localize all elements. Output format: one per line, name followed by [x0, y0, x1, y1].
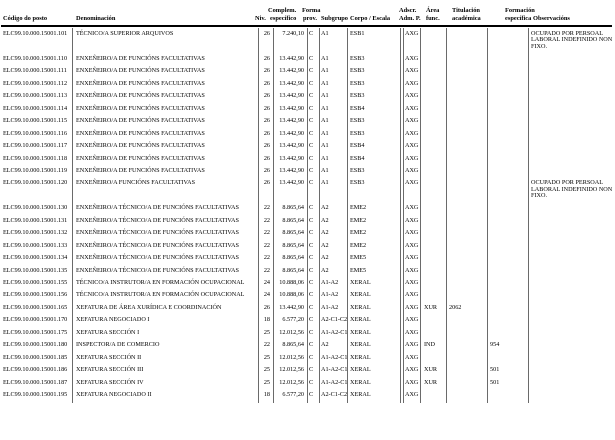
cell-subgrupo: A2: [321, 216, 329, 224]
cell-corpo: ESB3: [350, 92, 365, 100]
cell-denominacion: XEFATURA SECCIÓN IV: [76, 378, 144, 386]
cell-forma: C: [309, 291, 314, 299]
cell-adscr: AXG: [405, 30, 419, 37]
cell-complem: 12.012,56: [279, 328, 304, 336]
cell-niv: 22: [263, 204, 270, 212]
cell-codigo: ELC99.10.000.15001.114: [3, 104, 68, 112]
cell-niv: 26: [263, 179, 270, 187]
cell-subgrupo: A1: [321, 79, 329, 87]
cell-niv: 25: [263, 353, 270, 361]
cell-corpo: ESB3: [350, 54, 365, 62]
col-header-adscr-line2: Adm. P.: [399, 15, 421, 22]
cell-adscr: AXG: [405, 391, 419, 399]
col-header-complem-line2: específico: [270, 15, 297, 22]
table-row: [0, 118, 615, 130]
table-row: [0, 230, 615, 242]
cell-denominacion: ENXEÑEIRO/A DE FUNCIÓNS FACULTATIVAS: [76, 67, 205, 75]
cell-subgrupo: A1: [321, 166, 329, 174]
cell-subgrupo: A1: [321, 92, 329, 100]
cell-niv: 26: [263, 54, 270, 62]
cell-niv: 26: [263, 142, 270, 150]
cell-niv: 26: [263, 92, 270, 100]
col-header-observacions: Observacións: [533, 15, 570, 22]
cell-niv: 26: [263, 79, 270, 87]
cell-forma: C: [309, 104, 314, 112]
cell-niv: 22: [263, 266, 270, 274]
cell-forma: C: [309, 204, 314, 212]
cell-subgrupo: A1-A2-C1: [321, 328, 348, 336]
cell-subgrupo: A1: [321, 179, 329, 187]
cell-denominacion: XEFATURA DE ÁREA XURÍDICA E COORDINACIÓN: [76, 303, 222, 311]
cell-niv: 22: [263, 254, 270, 262]
cell-complem: 13.442,90: [279, 79, 304, 87]
cell-adscr: AXG: [405, 353, 419, 361]
cell-complem: 8.865,64: [282, 229, 304, 237]
cell-forma: C: [309, 378, 314, 386]
cell-area: IND: [424, 341, 435, 349]
cell-denominacion: TÉCNICO/A INSTRUTOR/A EN FORMACIÓN OCUPACIONAL: [76, 279, 245, 286]
cell-subgrupo: A1-A2: [321, 303, 339, 311]
cell-complem: 13.442,90: [279, 92, 304, 100]
cell-adscr: AXG: [405, 241, 419, 249]
cell-forma: C: [309, 92, 314, 100]
table-row: [0, 131, 615, 143]
cell-formacion: 501: [490, 378, 500, 386]
cell-adscr: AXG: [405, 291, 419, 299]
cell-forma: C: [309, 241, 314, 249]
cell-complem: 10.888,06: [279, 279, 304, 286]
col-header-codigo: Código do posto: [3, 15, 48, 22]
cell-codigo: ELC99.10.000.15001.110: [3, 54, 68, 62]
table-row: [0, 330, 615, 342]
cell-denominacion: INSPECTOR/A DE COMERCIO: [76, 341, 160, 349]
cell-codigo: ELC99.10.000.15001.134: [3, 254, 68, 262]
cell-forma: C: [309, 353, 314, 361]
cell-codigo: ELC99.10.000.15001.118: [3, 154, 68, 162]
cell-niv: 26: [263, 67, 270, 75]
cell-complem: 6.577,20: [282, 391, 304, 399]
cell-niv: 18: [263, 391, 270, 399]
cell-niv: 25: [263, 366, 270, 374]
cell-codigo: ELC99.10.000.15001.185: [3, 353, 68, 361]
cell-niv: 18: [263, 316, 270, 324]
cell-denominacion: ENXEÑEIRO/A FUNCIÓNS FACULTATIVAS: [76, 179, 196, 187]
cell-forma: C: [309, 366, 314, 374]
cell-corpo: XERAL: [350, 341, 371, 349]
cell-codigo: ELC99.10.000.15001.186: [3, 366, 68, 374]
cell-corpo: XERAL: [350, 366, 371, 374]
cell-codigo: ELC99.10.000.15001.133: [3, 241, 68, 249]
cell-subgrupo: A2: [321, 341, 329, 349]
cell-niv: 26: [263, 117, 270, 125]
cell-subgrupo: A2: [321, 241, 329, 249]
cell-denominacion: TÉCNICO/A INSTRUTOR/A EN FORMACIÓN OCUPACIONAL: [76, 291, 245, 299]
cell-subgrupo: A1-A2-C1: [321, 378, 348, 386]
cell-adscr: AXG: [405, 166, 419, 174]
cell-denominacion: ENXEÑEIRO/A DE FUNCIÓNS FACULTATIVAS: [76, 154, 205, 162]
cell-subgrupo: A1: [321, 54, 329, 62]
cell-adscr: AXG: [405, 366, 419, 374]
cell-corpo: EME2: [350, 241, 367, 249]
cell-corpo: ESB4: [350, 154, 365, 162]
cell-denominacion: ENXEÑEIRO/A DE FUNCIÓNS FACULTATIVAS: [76, 79, 205, 87]
cell-forma: C: [309, 179, 314, 187]
cell-forma: C: [309, 391, 314, 399]
cell-corpo: ESB3: [350, 179, 365, 187]
cell-forma: C: [309, 266, 314, 274]
cell-forma: C: [309, 79, 314, 87]
table-row: [0, 205, 615, 217]
cell-codigo: ELC99.10.000.15001.132: [3, 229, 68, 237]
cell-adscr: AXG: [405, 117, 419, 125]
cell-denominacion: ENXEÑEIRO/A DE FUNCIÓNS FACULTATIVAS: [76, 54, 205, 62]
cell-corpo: ESB3: [350, 79, 365, 87]
cell-corpo: EME5: [350, 254, 367, 262]
cell-complem: 12.012,56: [279, 353, 304, 361]
cell-complem: 13.442,90: [279, 54, 304, 62]
cell-codigo: ELC99.10.000.15001.115: [3, 117, 68, 125]
cell-corpo: XERAL: [350, 378, 371, 386]
table-row: [0, 305, 615, 317]
cell-denominacion: ENXEÑEIRO/A DE FUNCIÓNS FACULTATIVAS: [76, 104, 205, 112]
cell-adscr: AXG: [405, 316, 419, 324]
table-row: [0, 30, 615, 50]
cell-adscr: AXG: [405, 54, 419, 62]
cell-corpo: ESB3: [350, 67, 365, 75]
cell-complem: 8.865,64: [282, 204, 304, 212]
cell-niv: 22: [263, 229, 270, 237]
cell-complem: 8.865,64: [282, 254, 304, 262]
cell-subgrupo: A1: [321, 104, 329, 112]
cell-subgrupo: A1: [321, 154, 329, 162]
cell-codigo: ELC99.10.000.15001.113: [3, 92, 68, 100]
cell-niv: 22: [263, 341, 270, 349]
cell-niv: 26: [263, 30, 270, 37]
cell-denominacion: ENXEÑEIRO/A DE FUNCIÓNS FACULTATIVAS: [76, 117, 205, 125]
cell-codigo: ELC99.10.000.15001.135: [3, 266, 68, 274]
cell-adscr: AXG: [405, 67, 419, 75]
cell-codigo: ELC99.10.000.15001.131: [3, 216, 68, 224]
cell-complem: 8.865,64: [282, 341, 304, 349]
cell-denominacion: XEFATURA NEGOCIADO II: [76, 391, 152, 399]
cell-niv: 25: [263, 378, 270, 386]
cell-adscr: AXG: [405, 328, 419, 336]
cell-adscr: AXG: [405, 104, 419, 112]
cell-codigo: ELC99.10.000.15001.119: [3, 166, 68, 174]
cell-codigo: ELC99.10.000.15001.130: [3, 204, 68, 212]
cell-niv: 24: [263, 279, 270, 286]
col-header-complem-line1: Complem.: [268, 7, 297, 14]
cell-subgrupo: A2: [321, 204, 329, 212]
cell-obs: OCUPADO POR PERSOAL LABORAL INDEFINIDO NON FIXO.: [531, 179, 613, 199]
cell-corpo: EME5: [350, 266, 367, 274]
table-row: [0, 156, 615, 168]
cell-denominacion: ENXEÑEIRO/A DE FUNCIÓNS FACULTATIVAS: [76, 92, 205, 100]
cell-denominacion: ENXEÑEIRO/A DE FUNCIÓNS FACULTATIVAS: [76, 129, 205, 137]
cell-complem: 13.442,90: [279, 154, 304, 162]
cell-corpo: EME2: [350, 229, 367, 237]
cell-niv: 22: [263, 241, 270, 249]
cell-denominacion: ENXEÑEIRO/A TÉCNICO/A DE FUNCIÓNS FACULTATIVAS: [76, 254, 239, 262]
cell-adscr: AXG: [405, 216, 419, 224]
table-row: [0, 218, 615, 230]
cell-corpo: EME2: [350, 216, 367, 224]
cell-corpo: XERAL: [350, 328, 371, 336]
cell-complem: 13.442,90: [279, 117, 304, 125]
table-row: [0, 292, 615, 304]
cell-niv: 26: [263, 166, 270, 174]
cell-denominacion: XEFATURA SECCIÓN II: [76, 353, 142, 361]
cell-formacion: 501: [490, 366, 500, 374]
cell-complem: 13.442,90: [279, 129, 304, 137]
cell-complem: 8.865,64: [282, 216, 304, 224]
cell-forma: C: [309, 154, 314, 162]
cell-corpo: EME2: [350, 204, 367, 212]
table-row: [0, 367, 615, 379]
cell-adscr: AXG: [405, 254, 419, 262]
cell-complem: 7.240,10: [282, 30, 304, 37]
cell-corpo: XERAL: [350, 279, 371, 286]
cell-codigo: ELC99.10.000.15001.187: [3, 378, 68, 386]
col-header-area-line1: Área: [426, 7, 440, 14]
col-header-formacion-line2: específica: [505, 15, 532, 22]
table-row: [0, 143, 615, 155]
cell-niv: 26: [263, 129, 270, 137]
table-row: [0, 81, 615, 93]
cell-denominacion: XEFATURA NEGOCIADO I: [76, 316, 150, 324]
cell-forma: C: [309, 216, 314, 224]
cell-corpo: ESB3: [350, 117, 365, 125]
cell-subgrupo: A1-A2: [321, 279, 339, 286]
cell-forma: C: [309, 229, 314, 237]
cell-corpo: XERAL: [350, 353, 371, 361]
cell-codigo: ELC99.10.000.15001.155: [3, 279, 68, 286]
col-header-subgrupo: Subgrupo: [321, 15, 348, 22]
col-header-titulacion-line2: académica: [452, 15, 481, 22]
cell-codigo: ELC99.10.000.15001.180: [3, 341, 68, 349]
cell-niv: 26: [263, 104, 270, 112]
cell-corpo: ESB3: [350, 166, 365, 174]
cell-codigo: ELC99.10.000.15001.156: [3, 291, 68, 299]
cell-adscr: AXG: [405, 92, 419, 100]
cell-complem: 10.888,06: [279, 291, 304, 299]
col-header-denominacion: Denominación: [76, 15, 116, 22]
cell-adscr: AXG: [405, 79, 419, 87]
cell-complem: 6.577,20: [282, 316, 304, 324]
col-header-adscr-line1: Adscr.: [399, 7, 417, 14]
cell-corpo: ESB4: [350, 142, 365, 150]
cell-codigo: ELC99.10.000.15001.112: [3, 79, 68, 87]
cell-subgrupo: A1-A2-C1: [321, 366, 348, 374]
table-row: [0, 342, 615, 354]
cell-codigo: ELC99.10.000.15001.117: [3, 142, 68, 150]
col-header-niv: Niv.: [255, 15, 266, 22]
table-row: [0, 243, 615, 255]
cell-forma: C: [309, 328, 314, 336]
cell-adscr: AXG: [405, 129, 419, 137]
cell-adscr: AXG: [405, 279, 419, 286]
cell-corpo: XERAL: [350, 391, 371, 399]
table-row: [0, 106, 615, 118]
cell-denominacion: XEFATURA SECCIÓN I: [76, 328, 140, 336]
cell-subgrupo: A1: [321, 67, 329, 75]
table-row: [0, 317, 615, 329]
cell-subgrupo: A2-C1-C2: [321, 316, 348, 324]
cell-codigo: ELC99.10.000.15001.116: [3, 129, 68, 137]
cell-codigo: ELC99.10.000.15001.175: [3, 328, 68, 336]
cell-niv: 25: [263, 328, 270, 336]
cell-forma: C: [309, 142, 314, 150]
cell-subgrupo: A2: [321, 229, 329, 237]
cell-denominacion: ENXEÑEIRO/A DE FUNCIÓNS FACULTATIVAS: [76, 166, 205, 174]
cell-forma: C: [309, 166, 314, 174]
cell-subgrupo: A2: [321, 266, 329, 274]
cell-forma: C: [309, 129, 314, 137]
cell-adscr: AXG: [405, 229, 419, 237]
cell-adscr: AXG: [405, 142, 419, 150]
cell-complem: 8.865,64: [282, 241, 304, 249]
cell-area: XUR: [424, 303, 438, 311]
cell-subgrupo: A1-A2: [321, 291, 339, 299]
cell-complem: 13.442,90: [279, 67, 304, 75]
cell-complem: 13.442,90: [279, 142, 304, 150]
cell-forma: C: [309, 316, 314, 324]
cell-codigo: ELC99.10.000.15001.165: [3, 303, 68, 311]
cell-niv: 24: [263, 291, 270, 299]
col-header-area-line2: func.: [426, 15, 440, 22]
cell-niv: 26: [263, 154, 270, 162]
cell-denominacion: ENXEÑEIRO/A TÉCNICO/A DE FUNCIÓNS FACULTATIVAS: [76, 266, 239, 274]
table-row: [0, 179, 615, 199]
cell-forma: C: [309, 117, 314, 125]
cell-adscr: AXG: [405, 204, 419, 212]
cell-denominacion: ENXEÑEIRO/A TÉCNICO/A DE FUNCIÓNS FACULTATIVAS: [76, 241, 239, 249]
cell-adscr: AXG: [405, 266, 419, 274]
cell-complem: 12.012,56: [279, 378, 304, 386]
table-row: [0, 392, 615, 404]
col-header-forma-line1: Forma: [302, 7, 321, 14]
table-row: [0, 93, 615, 105]
cell-subgrupo: A2-C1-C2: [321, 391, 348, 399]
cell-titulacion: 2062: [449, 303, 462, 311]
cell-adscr: AXG: [405, 341, 419, 349]
table-row: [0, 268, 615, 280]
cell-subgrupo: A1: [321, 129, 329, 137]
cell-corpo: XERAL: [350, 291, 371, 299]
cell-corpo: XERAL: [350, 303, 371, 311]
col-header-titulacion-line1: Titulación: [452, 7, 480, 14]
cell-subgrupo: A1-A2-C1: [321, 353, 348, 361]
cell-codigo: ELC99.10.000.15001.195: [3, 391, 68, 399]
cell-niv: 26: [263, 303, 270, 311]
cell-niv: 22: [263, 216, 270, 224]
cell-formacion: 954: [490, 341, 500, 349]
col-header-corpo-escala: Corpo / Escala: [350, 15, 391, 22]
col-header-forma-line2: prov.: [303, 15, 317, 22]
cell-forma: C: [309, 30, 314, 37]
cell-forma: C: [309, 279, 314, 286]
cell-subgrupo: A1: [321, 30, 329, 37]
cell-area: XUR: [424, 366, 438, 374]
cell-codigo: ELC99.10.000.15001.170: [3, 316, 68, 324]
cell-forma: C: [309, 303, 314, 311]
cell-complem: 13.442,90: [279, 303, 304, 311]
cell-complem: 13.442,90: [279, 104, 304, 112]
table-row: [0, 68, 615, 80]
cell-forma: C: [309, 341, 314, 349]
table-row: [0, 355, 615, 367]
cell-adscr: AXG: [405, 154, 419, 162]
cell-forma: C: [309, 54, 314, 62]
cell-complem: 8.865,64: [282, 266, 304, 274]
cell-denominacion: ENXEÑEIRO/A TÉCNICO/A DE FUNCIÓNS FACULTATIVAS: [76, 204, 239, 212]
cell-codigo: ELC99.10.000.15001.101: [3, 30, 68, 37]
cell-denominacion: XEFATURA SECCIÓN III: [76, 366, 144, 374]
cell-corpo: XERAL: [350, 316, 371, 324]
table-row: [0, 255, 615, 267]
cell-denominacion: ENXEÑEIRO/A TÉCNICO/A DE FUNCIÓNS FACULTATIVAS: [76, 216, 239, 224]
cell-complem: 13.442,90: [279, 166, 304, 174]
cell-codigo: ELC99.10.000.15001.111: [3, 67, 67, 75]
table-row: [0, 380, 615, 392]
cell-denominacion: ENXEÑEIRO/A DE FUNCIÓNS FACULTATIVAS: [76, 142, 205, 150]
cell-complem: 12.012,56: [279, 366, 304, 374]
cell-adscr: AXG: [405, 378, 419, 386]
cell-subgrupo: A2: [321, 254, 329, 262]
cell-area: XUR: [424, 378, 438, 386]
cell-denominacion: ENXEÑEIRO/A TÉCNICO/A DE FUNCIÓNS FACULTATIVAS: [76, 229, 239, 237]
cell-adscr: AXG: [405, 303, 419, 311]
col-header-formacion-line1: Formación: [505, 7, 535, 14]
cell-codigo: ELC99.10.000.15001.120: [3, 179, 68, 187]
cell-corpo: ESB1: [350, 30, 365, 37]
cell-obs: OCUPADO POR PERSOAL LABORAL INDEFINIDO NON FIXO.: [531, 30, 613, 50]
cell-subgrupo: A1: [321, 117, 329, 125]
cell-corpo: ESB3: [350, 129, 365, 137]
header-divider-rule: [1, 25, 612, 27]
cell-adscr: AXG: [405, 179, 419, 187]
cell-subgrupo: A1: [321, 142, 329, 150]
cell-forma: C: [309, 254, 314, 262]
cell-denominacion: TÉCNICO/A SUPERIOR ARQUIVOS: [76, 30, 174, 37]
cell-corpo: ESB4: [350, 104, 365, 112]
cell-complem: 13.442,90: [279, 179, 304, 187]
cell-forma: C: [309, 67, 314, 75]
